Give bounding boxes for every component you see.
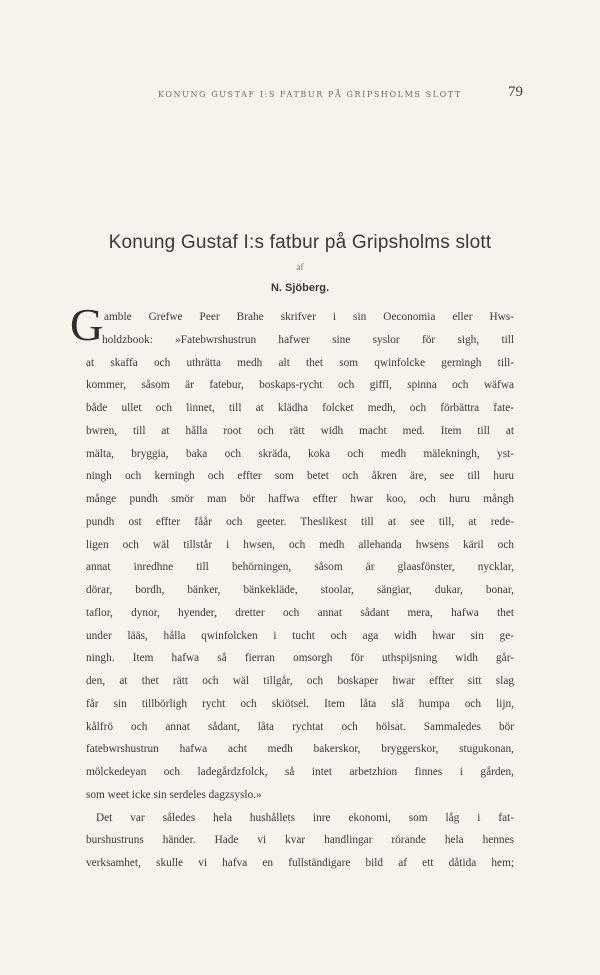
- drop-cap: G: [70, 299, 104, 350]
- text-line: under lääs, hålla qwinfolcken i tucht och aga widh hwar sin ge-: [86, 629, 514, 642]
- text-line: at skaffa och uthrätta medh alt thet som qwinfolcke gerningh till-: [86, 356, 514, 369]
- text-line: taflor, dynor, hyender, dretter och annat sådant mera, hafwa thet: [86, 606, 514, 619]
- paragraph-2: [86, 807, 514, 875]
- text-line: både ullet och linnet, till at klädha folcket medh, och förbättra fate-: [86, 402, 514, 414]
- author-name: N. Sjöberg.: [270, 282, 330, 294]
- text-line: pundh ost effter fåår och geeter. Theslikest till at see till, at rede-: [86, 515, 514, 528]
- text-line: ningh. Item hafwa så fierran omsorgh för uthspijsning widh går-: [86, 652, 514, 665]
- text-line: bwren, till at hålla root och rätt widh macht med. Item till at: [86, 424, 514, 437]
- text-line: verksamhet, skulle vi hafva en fullständigare bild af ett dåtida hem;: [86, 857, 514, 869]
- text-line: holdzbook: »Fatebwrshustrun hafwer sine syslor för sigh, till: [102, 333, 514, 346]
- text-line: den, at thet rätt och wäl tillgår, och boskaper hwar effter sitt slag: [86, 675, 514, 687]
- text-line: kålfrö och annat sådant, låta rychtat och hölsat. Sammaledes bör: [86, 720, 514, 733]
- text-line: mälta, bryggia, baka och skräda, koka och medh mälekningh, yst-: [86, 447, 514, 460]
- text-line: mölckedeyan och ladegårdzfolck, så intet arbetzhion finnes i gården,: [86, 766, 514, 778]
- text-line: kommer, såsom är fatebur, boskaps-rycht och giffl, spinna och wäfwa: [86, 379, 514, 392]
- text-line: månge pundh smör man bör haffwa effter hwar koo, och huru mångh: [86, 493, 514, 505]
- text-line: annat inredhne till behörningen, såsom är glaasfönster, nycklar,: [86, 561, 514, 574]
- article-title: Konung Gustaf I:s fatbur på Gripsholms slott: [108, 232, 492, 253]
- page-number: 79: [508, 84, 523, 100]
- running-head: KONUNG GUSTAF I:S FATBUR PÅ GRIPSHOLMS SLOTT: [158, 90, 462, 99]
- text-line: amble Grefwe Peer Brahe skrifver i sin Oeconomia eller Hws-: [104, 311, 514, 323]
- text-line: Det var således hela hushållets inre ekonomi, som låg i fat-: [96, 811, 514, 824]
- body-text: [86, 306, 514, 875]
- text-line: ningh och kerningh och effter som betet och åkren äre, see till huru: [86, 470, 514, 483]
- text-line: får sin tillbörligh rycht och skiötsel. Item låta slå humpa och lijn,: [86, 697, 514, 710]
- paragraph-1: [86, 306, 514, 807]
- text-line: dörar, bordh, bänker, bänkekläde, stoolar, sängiar, dukar, bonar,: [86, 584, 514, 596]
- text-line: ligen och wäl tillstår i hwsen, och medh allehanda hwsens käril och: [86, 538, 514, 551]
- text-line: som weet icke sin serdeles dagzsyslo.»: [86, 788, 262, 801]
- byline-af: af: [296, 262, 304, 272]
- text-line: burshustruns händer. Hade vi kvar handlingar rörande hela hennes: [86, 834, 514, 847]
- text-line: fatebwrshustrun hafwa acht medh bakerskor, bryggerskor, stugukonan,: [86, 743, 514, 756]
